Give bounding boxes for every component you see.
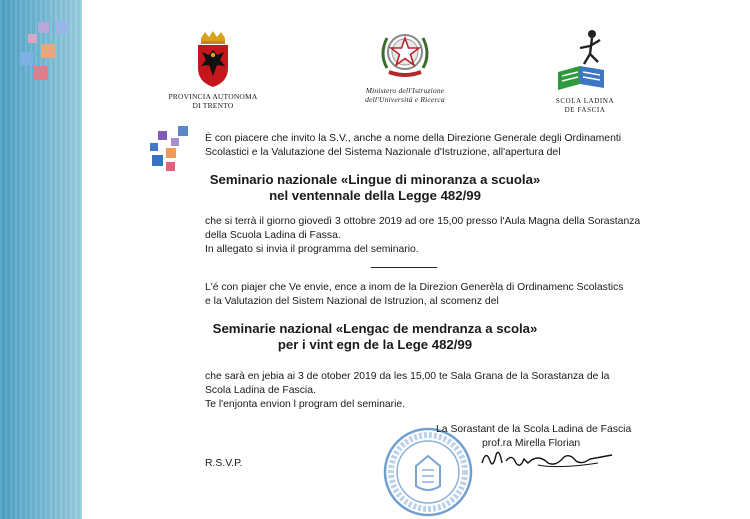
trento-caption-line1: PROVINCIA AUTONOMA <box>168 92 258 101</box>
signature-title: La Sorastant de la Scola Ladina de Fascia <box>436 424 632 435</box>
italian-seminar-title-line2: nel ventennale della Legge 482/99 <box>269 188 481 203</box>
italian-seminar-title-line1: Seminario nazionale «Lingue di minoranza a scuola» <box>209 172 541 187</box>
ministero-caption-line2: dell'Università e Ricerca <box>365 94 445 104</box>
rsvp-note: R.S.V.P. <box>205 458 243 469</box>
ministero-caption-line1: Ministero dell'Istruzione <box>365 86 445 95</box>
ladin-intro-line1: L'é con piajer che Ve envie, ence a inom de la Direzion Generèla di Ordinamenc Scolastics <box>205 282 624 293</box>
ladina-caption-line2: DE FASCIA <box>564 105 606 114</box>
ladin-seminar-title-line1: Seminarie nazional «Lengac de mendranza a scola» <box>212 321 538 336</box>
italian-emblem-icon <box>375 24 435 82</box>
ladin-details-line1: che sarà en jebia ai 3 de otober 2019 da les 15,00 te Sala Grana de la Sorastanza de la <box>205 371 610 382</box>
scola-ladina-logo <box>543 26 627 114</box>
ladin-seminar-title-line2: per i vint egn de la Lege 482/99 <box>277 337 473 352</box>
trento-caption-line2: DI TRENTO <box>192 100 234 110</box>
italian-details-line1: che si terrà il giorno giovedì 3 ottobre 2019 ad ore 15,00 presso l'Aula Magna della Sorastanza <box>205 216 641 227</box>
eagle-crest-icon <box>195 30 231 88</box>
italian-details-line2: della Scuola Ladina di Fassa. <box>205 230 341 241</box>
handwritten-signature-icon <box>478 443 618 473</box>
signature-name: prof.ra Mirella Florian <box>482 438 581 449</box>
ladin-details-line3: Te l'enjonta envion l program del seminarie. <box>205 399 406 410</box>
ladina-caption-line1: SCOLA LADINA <box>555 97 615 105</box>
books-figure-icon <box>550 26 620 92</box>
italian-details-line3: In allegato si invia il programma del seminario. <box>205 244 419 255</box>
italian-intro-line2: Scolastici e la Valutazione del Sistema Nazionale d'Istruzione, all'apertura del <box>205 147 561 158</box>
ladin-details-line2: Scola Ladina de Fascia. <box>205 385 316 396</box>
ladin-intro-line2: e la Valutazion del Sistem Nazional de Istruzion, al scomenz del <box>205 296 499 307</box>
official-stamp-icon <box>382 426 474 518</box>
language-divider <box>371 267 437 268</box>
italian-intro-line1: È con piacere che invito la S.V., anche a nome della Direzione Generale degli Ordinamenti <box>205 133 622 144</box>
provincia-trento-logo <box>158 30 268 110</box>
ministero-logo <box>340 24 470 104</box>
